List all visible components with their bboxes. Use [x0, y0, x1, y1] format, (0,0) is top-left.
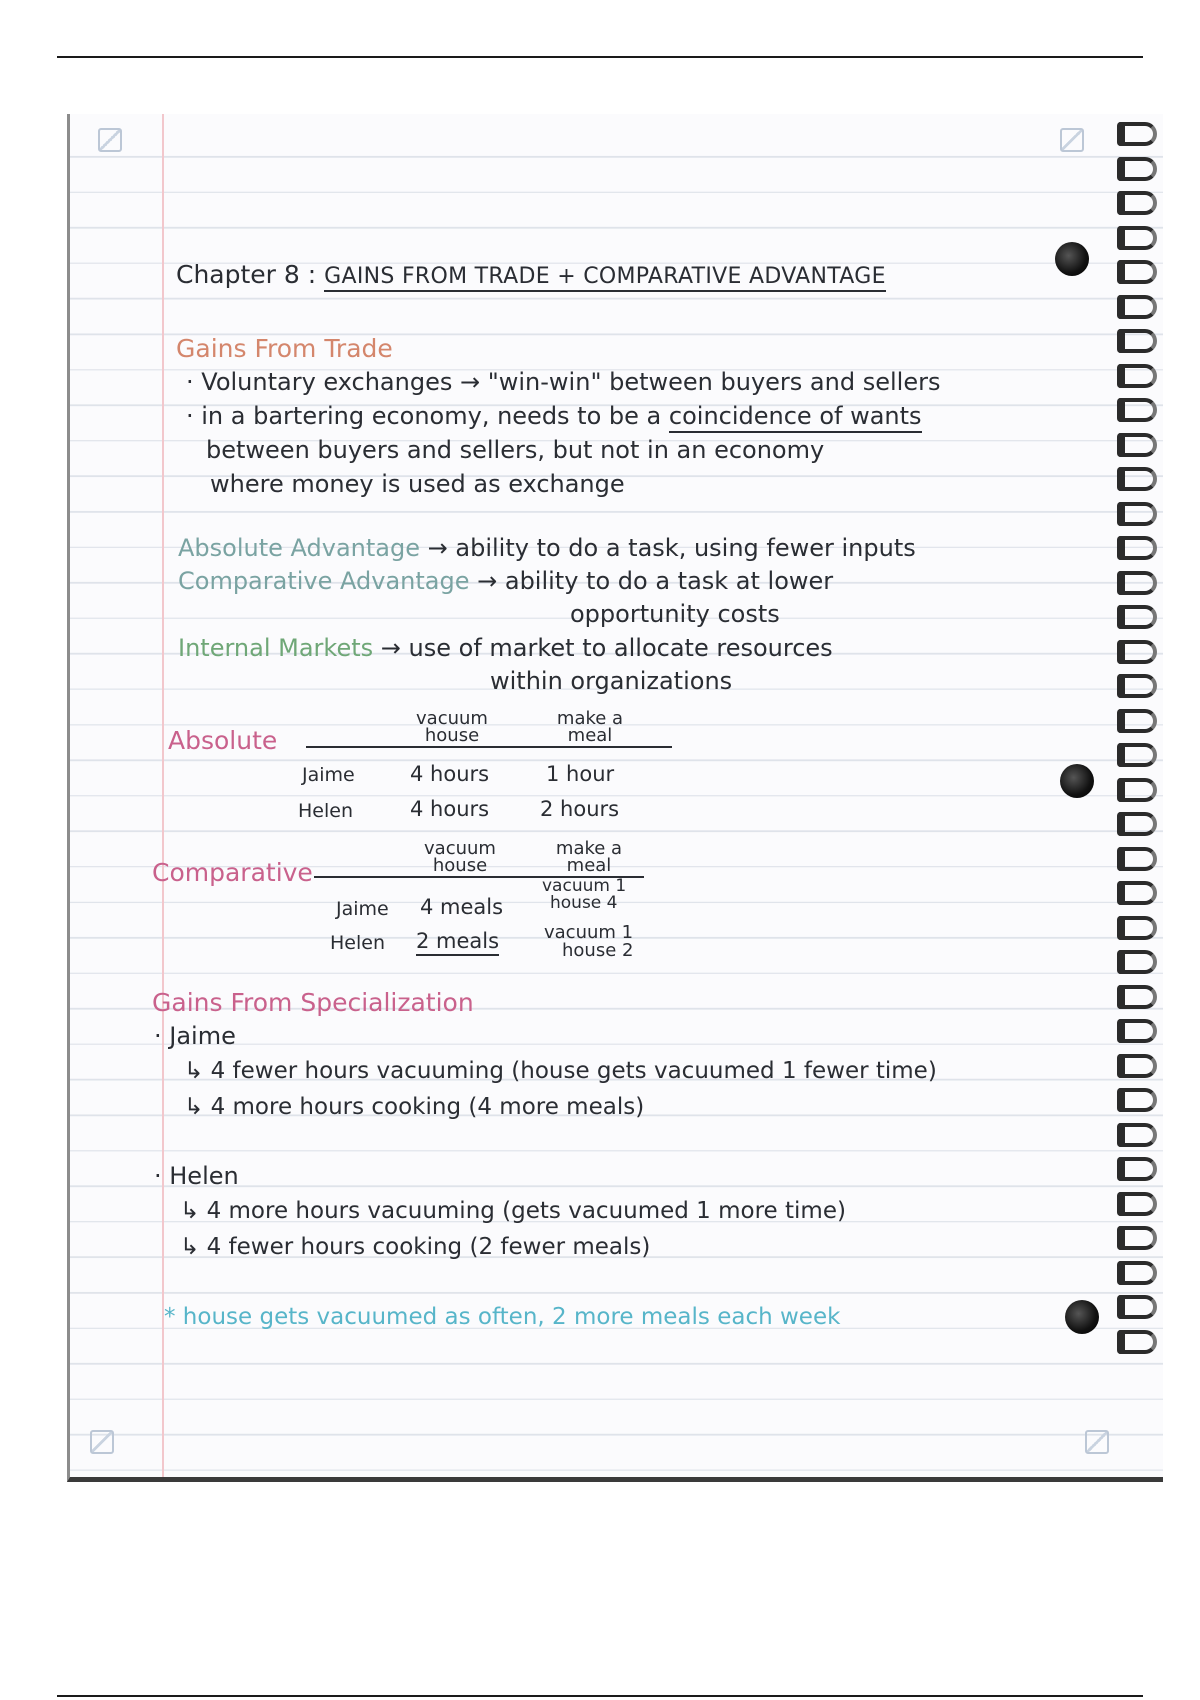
top-rule — [57, 56, 1143, 58]
absolute-advantage-term: Absolute Advantage — [178, 534, 420, 562]
absolute-row-2-name: Helen — [298, 800, 353, 822]
corner-mark-icon — [1085, 1430, 1109, 1454]
absolute-table-rule — [306, 746, 672, 748]
spiral-coil-icon — [1117, 743, 1157, 767]
spiral-coil-icon — [1117, 571, 1157, 595]
spiral-coil-icon — [1117, 433, 1157, 457]
punch-hole-icon — [1065, 1300, 1099, 1334]
spiral-coil-icon — [1117, 1330, 1157, 1354]
comparative-advantage-term: Comparative Advantage — [178, 567, 470, 595]
absolute-row-1-name: Jaime — [302, 764, 355, 786]
absolute-col1-header — [392, 710, 512, 744]
gains-line-2-text: · in a bartering economy, needs to be a — [186, 402, 662, 430]
internal-markets-term: Internal Markets — [178, 634, 374, 662]
comparative-row-1-c1: 4 meals — [420, 895, 504, 919]
spiral-coil-icon — [1117, 1157, 1157, 1181]
spiral-binding — [1115, 114, 1163, 1477]
spiral-coil-icon — [1117, 881, 1157, 905]
comparative-row-2-c1: 2 meals — [416, 929, 499, 956]
bottom-rule — [57, 1695, 1143, 1697]
comparative-col2-header — [534, 840, 644, 874]
spiral-coil-icon — [1117, 812, 1157, 836]
spiral-coil-icon — [1117, 778, 1157, 802]
spiral-coil-icon — [1117, 1295, 1157, 1319]
comparative-row-2-c2b: house — [562, 940, 617, 961]
spiral-coil-icon — [1117, 364, 1157, 388]
spiral-coil-icon — [1117, 295, 1157, 319]
absolute-row-1-c1: 4 hours — [410, 762, 490, 786]
spiral-coil-icon — [1117, 1123, 1157, 1147]
comparative-advantage-def-2: opportunity costs — [570, 600, 780, 628]
chapter-heading — [176, 260, 886, 289]
chapter-prefix: Chapter 8 : — [176, 260, 317, 289]
corner-mark-icon — [1060, 128, 1084, 152]
spiral-coil-icon — [1117, 122, 1157, 146]
absolute-col2-header — [530, 710, 650, 744]
specialization-conclusion: * house gets vacuumed as often, 2 more meals each week — [164, 1304, 841, 1330]
absolute-row-1-c2: 1 hour — [546, 762, 615, 786]
spiral-coil-icon — [1117, 1261, 1157, 1285]
spiral-coil-icon — [1117, 1019, 1157, 1043]
spiral-coil-icon — [1117, 950, 1157, 974]
comparative-row-1-frac-num: 1 — [615, 876, 627, 896]
spiral-coil-icon — [1117, 709, 1157, 733]
comparative-row-1-c2a: vacuum — [542, 876, 610, 896]
comparative-row-2-c2 — [544, 924, 633, 960]
absolute-row-2-c1: 4 hours — [410, 797, 490, 821]
spiral-coil-icon — [1117, 536, 1157, 560]
internal-markets-line — [178, 634, 833, 662]
comparative-row-2-c2a: vacuum — [544, 922, 616, 943]
absolute-table-label: Absolute — [168, 726, 278, 755]
comparative-row-2-frac-num: 1 — [621, 922, 634, 943]
notebook-page — [67, 114, 1163, 1482]
coincidence-of-wants: coincidence of wants — [669, 402, 922, 433]
comparative-table-label: Comparative — [152, 858, 313, 887]
spiral-coil-icon — [1117, 467, 1157, 491]
spiral-coil-icon — [1117, 674, 1157, 698]
punch-hole-icon — [1060, 764, 1094, 798]
corner-mark-icon — [98, 128, 122, 152]
comparative-col2-header-l1: make a — [555, 838, 623, 859]
gains-line-1: · Voluntary exchanges → "win-win" between buyers and sellers — [186, 368, 941, 396]
specialization-heading: Gains From Specialization — [152, 988, 474, 1017]
specialization-jaime-2: ↳ 4 more hours cooking (4 more meals) — [184, 1094, 645, 1120]
specialization-helen: · Helen — [154, 1162, 239, 1190]
gains-line-4: where money is used as exchange — [210, 470, 625, 498]
spiral-coil-icon — [1117, 1054, 1157, 1078]
comparative-row-1-c2 — [542, 878, 626, 912]
comparative-col1-header-l1: vacuum — [424, 838, 496, 859]
absolute-advantage-def: → ability to do a task, using fewer inputs — [427, 534, 916, 562]
spiral-coil-icon — [1117, 1088, 1157, 1112]
absolute-col1-header-l2: house — [424, 725, 480, 746]
comparative-row-1-c2b: house — [550, 893, 602, 913]
absolute-col1-header-l1: vacuum — [416, 708, 488, 729]
absolute-col2-header-l2: meal — [567, 725, 613, 746]
comparative-advantage-line — [178, 567, 833, 595]
specialization-helen-2: ↳ 4 fewer hours cooking (2 fewer meals) — [180, 1234, 651, 1260]
comparative-row-2-name: Helen — [330, 932, 385, 954]
specialization-jaime: · Jaime — [154, 1022, 236, 1050]
comparative-row-1-frac-den: 4 — [606, 893, 618, 913]
comparative-row-1-name: Jaime — [336, 898, 389, 920]
spiral-coil-icon — [1117, 329, 1157, 353]
spiral-coil-icon — [1117, 640, 1157, 664]
gains-from-trade-heading: Gains From Trade — [176, 334, 393, 363]
spiral-coil-icon — [1117, 916, 1157, 940]
specialization-jaime-1: ↳ 4 fewer hours vacuuming (house gets vacuumed 1 fewer time) — [184, 1058, 937, 1084]
internal-markets-def-2: within organizations — [490, 667, 733, 695]
spiral-coil-icon — [1117, 502, 1157, 526]
spiral-coil-icon — [1117, 226, 1157, 250]
absolute-advantage-line — [178, 534, 916, 562]
internal-markets-def: → use of market to allocate resources — [380, 634, 833, 662]
spiral-coil-icon — [1117, 985, 1157, 1009]
chapter-title: GAINS FROM TRADE + COMPARATIVE ADVANTAGE — [324, 264, 886, 292]
margin-line — [162, 114, 164, 1477]
spiral-coil-icon — [1117, 398, 1157, 422]
spiral-coil-icon — [1117, 260, 1157, 284]
absolute-col2-header-l1: make a — [556, 708, 624, 729]
comparative-col1-header — [400, 840, 520, 874]
spiral-coil-icon — [1117, 157, 1157, 181]
gains-line-2 — [186, 402, 922, 430]
gains-line-3: between buyers and sellers, but not in an economy — [206, 436, 825, 464]
spiral-coil-icon — [1117, 1192, 1157, 1216]
corner-mark-icon — [90, 1430, 114, 1454]
spiral-coil-icon — [1117, 191, 1157, 215]
spiral-coil-icon — [1117, 605, 1157, 629]
spiral-coil-icon — [1117, 1226, 1157, 1250]
comparative-advantage-def: → ability to do a task at lower — [477, 567, 834, 595]
absolute-row-2-c2: 2 hours — [540, 797, 620, 821]
specialization-helen-1: ↳ 4 more hours vacuuming (gets vacuumed 1 more time) — [180, 1198, 846, 1224]
spiral-coil-icon — [1117, 847, 1157, 871]
comparative-col2-header-l2: meal — [566, 855, 612, 876]
punch-hole-icon — [1055, 242, 1089, 276]
comparative-col1-header-l2: house — [432, 855, 488, 876]
comparative-row-2-frac-den: 2 — [622, 940, 634, 961]
